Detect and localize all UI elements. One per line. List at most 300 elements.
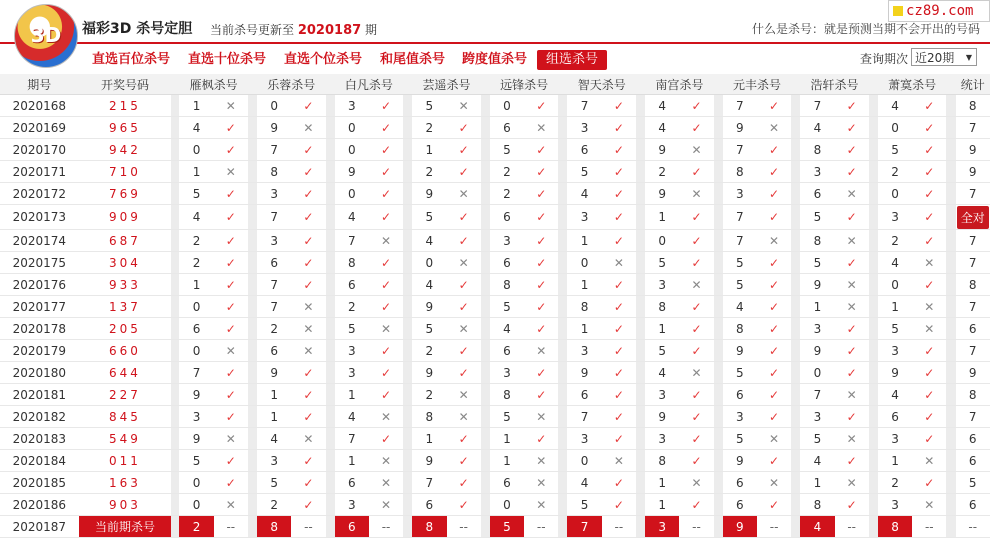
col-gap <box>171 205 179 230</box>
kill-digit-cell: 4 <box>412 230 446 252</box>
draw-number-cell: 965 <box>79 117 172 139</box>
check-icon: ✓ <box>447 230 481 252</box>
col-gap <box>946 516 955 538</box>
cross-icon: ✕ <box>369 230 403 252</box>
col-gap <box>326 406 335 428</box>
col-gap <box>636 384 645 406</box>
col-gap <box>558 139 567 161</box>
nav-bar <box>0 44 990 74</box>
col-gap <box>791 450 800 472</box>
kill-digit-cell: 6 <box>335 472 369 494</box>
col-gap <box>171 230 179 252</box>
kill-digit-cell: 9 <box>412 183 446 205</box>
nav-units-kill[interactable]: 直选个位杀号 <box>284 50 362 70</box>
check-icon: ✓ <box>447 472 481 494</box>
col-gap <box>714 205 723 230</box>
col-gap <box>171 95 179 117</box>
kill-digit-cell: 9 <box>567 362 601 384</box>
kill-digit-cell: 8 <box>412 406 446 428</box>
cross-icon: ✕ <box>912 494 946 516</box>
kill-digit-cell: 4 <box>567 472 601 494</box>
table-row <box>0 384 990 406</box>
col-gap <box>481 95 490 117</box>
draw-number-cell: 011 <box>79 450 172 472</box>
col-gap <box>171 117 179 139</box>
col-gap <box>558 450 567 472</box>
col-gap <box>869 340 878 362</box>
col-gap <box>636 318 645 340</box>
kill-digit-cell: 9 <box>257 362 291 384</box>
col-gap <box>326 161 335 183</box>
kill-digit-cell: 2 <box>179 252 213 274</box>
period-cell: 2020183 <box>0 428 79 450</box>
check-icon: ✓ <box>757 274 791 296</box>
check-icon: ✓ <box>214 384 248 406</box>
col-gap <box>403 428 412 450</box>
check-icon: ✓ <box>912 183 946 205</box>
col-gap <box>403 274 412 296</box>
cross-icon: ✕ <box>369 450 403 472</box>
check-icon: ✓ <box>757 450 791 472</box>
col-gap <box>481 205 490 230</box>
kill-digit-cell: 6 <box>490 205 524 230</box>
check-icon: ✓ <box>602 494 636 516</box>
check-icon: ✓ <box>369 205 403 230</box>
kill-digit-cell: 1 <box>179 95 213 117</box>
col-gap <box>171 362 179 384</box>
nav-tens-kill[interactable]: 直选十位杀号 <box>188 50 266 70</box>
kill-digit-cell: 5 <box>800 205 834 230</box>
col-gap <box>558 95 567 117</box>
kill-digit-cell: 3 <box>645 384 679 406</box>
cross-icon: ✕ <box>291 296 325 318</box>
col-gap <box>714 428 723 450</box>
check-icon: ✓ <box>757 139 791 161</box>
kill-digit-cell: 6 <box>179 318 213 340</box>
kill-digit-cell: 4 <box>335 205 369 230</box>
check-icon: ✓ <box>835 318 869 340</box>
col-header-period: 期号 <box>0 74 79 95</box>
col-gap <box>714 494 723 516</box>
nav-span-kill[interactable]: 跨度值杀号 <box>462 50 527 70</box>
cross-icon: ✕ <box>447 183 481 205</box>
col-gap <box>171 296 179 318</box>
table-head <box>0 74 990 95</box>
check-icon: ✓ <box>524 296 558 318</box>
kill-digit-cell: 0 <box>878 274 912 296</box>
cross-icon: ✕ <box>524 340 558 362</box>
table-row <box>0 296 990 318</box>
check-icon: ✓ <box>679 252 713 274</box>
kill-digit-cell: 0 <box>335 183 369 205</box>
kill-digit-cell: 0 <box>335 117 369 139</box>
cross-icon: ✕ <box>835 472 869 494</box>
col-gap <box>403 161 412 183</box>
col-gap <box>791 318 800 340</box>
cross-icon: ✕ <box>214 494 248 516</box>
kill-digit-cell: 5 <box>567 494 601 516</box>
table-row <box>0 117 990 139</box>
check-icon: ✓ <box>369 340 403 362</box>
update-period: 2020187 <box>298 23 361 38</box>
check-icon: ✓ <box>602 230 636 252</box>
col-gap <box>403 494 412 516</box>
check-icon: ✓ <box>369 183 403 205</box>
col-gap <box>636 74 645 95</box>
col-gap <box>946 183 955 205</box>
col-gap <box>558 161 567 183</box>
header <box>0 0 990 44</box>
col-gap <box>791 274 800 296</box>
check-icon: ✓ <box>291 183 325 205</box>
check-icon: ✓ <box>679 450 713 472</box>
check-icon: ✓ <box>369 95 403 117</box>
check-icon: ✓ <box>602 183 636 205</box>
col-gap <box>791 183 800 205</box>
check-icon: ✓ <box>291 406 325 428</box>
col-gap <box>636 161 645 183</box>
cross-icon: ✕ <box>447 95 481 117</box>
cross-icon: ✕ <box>912 450 946 472</box>
page-title: 福彩3D 杀号定胆 <box>82 18 192 38</box>
kill-digit-cell: 7 <box>723 139 757 161</box>
cross-icon: ✕ <box>291 117 325 139</box>
check-icon: ✓ <box>214 362 248 384</box>
col-header-number: 开奖号码 <box>79 74 172 95</box>
stats-cell: 6 <box>956 318 990 340</box>
check-icon: ✓ <box>524 428 558 450</box>
table-row <box>0 450 990 472</box>
check-icon: ✓ <box>369 362 403 384</box>
period-cell: 2020174 <box>0 230 79 252</box>
col-gap <box>636 95 645 117</box>
kill-digit-cell: 1 <box>645 318 679 340</box>
query-label: 查询期次 <box>860 50 908 67</box>
kill-digit-cell: 7 <box>257 296 291 318</box>
col-gap <box>403 139 412 161</box>
pending-result: -- <box>214 516 248 538</box>
kill-digit-cell: 3 <box>567 117 601 139</box>
kill-digit-cell: 3 <box>335 494 369 516</box>
check-icon: ✓ <box>214 472 248 494</box>
draw-number-cell: 205 <box>79 318 172 340</box>
kill-digit-cell: 3 <box>335 95 369 117</box>
col-gap <box>636 117 645 139</box>
col-gap <box>714 74 723 95</box>
col-gap <box>403 362 412 384</box>
check-icon: ✓ <box>835 252 869 274</box>
check-icon: ✓ <box>447 296 481 318</box>
kill-digit-cell: 3 <box>645 428 679 450</box>
col-gap <box>558 183 567 205</box>
col-gap <box>869 74 878 95</box>
col-header-expert: 浩轩杀号 <box>800 74 869 95</box>
draw-number-cell: 215 <box>79 95 172 117</box>
table-body <box>0 95 990 538</box>
stats-cell: 5 <box>956 472 990 494</box>
check-icon: ✓ <box>214 450 248 472</box>
stats-cell: 7 <box>956 230 990 252</box>
check-icon: ✓ <box>447 494 481 516</box>
kill-digit-cell: 0 <box>179 494 213 516</box>
kill-digit-cell: 7 <box>335 428 369 450</box>
kill-digit-cell: 4 <box>645 117 679 139</box>
kill-digit-cell: 7 <box>257 274 291 296</box>
kill-digit-cell: 2 <box>412 161 446 183</box>
col-gap <box>869 494 878 516</box>
check-icon: ✓ <box>835 205 869 230</box>
kill-digit-cell: 8 <box>723 161 757 183</box>
stats-cell: 7 <box>956 296 990 318</box>
check-icon: ✓ <box>369 161 403 183</box>
check-icon: ✓ <box>602 362 636 384</box>
col-gap <box>481 183 490 205</box>
period-cell: 2020185 <box>0 472 79 494</box>
check-icon: ✓ <box>602 340 636 362</box>
cross-icon: ✕ <box>602 252 636 274</box>
kill-digit-cell: 0 <box>490 95 524 117</box>
kill-digit-cell: 9 <box>412 450 446 472</box>
nav-group-kill[interactable]: 组选杀号 <box>537 50 607 70</box>
col-gap <box>714 362 723 384</box>
kill-digit-cell: 4 <box>179 117 213 139</box>
kill-table <box>0 74 990 538</box>
query-select[interactable] <box>911 48 977 66</box>
kill-digit-cell: 9 <box>179 384 213 406</box>
col-gap <box>171 318 179 340</box>
col-gap <box>946 274 955 296</box>
col-gap <box>714 406 723 428</box>
update-prefix: 当前杀号更新至 <box>210 23 294 37</box>
kill-digit-cell: 6 <box>335 274 369 296</box>
cross-icon: ✕ <box>369 494 403 516</box>
table-row <box>0 205 990 230</box>
kill-digit-cell: 2 <box>878 472 912 494</box>
stats-cell: 8 <box>956 95 990 117</box>
check-icon: ✓ <box>757 252 791 274</box>
col-gap <box>326 274 335 296</box>
col-gap <box>248 318 257 340</box>
draw-number-cell: 687 <box>79 230 172 252</box>
kill-digit-cell: 2 <box>490 161 524 183</box>
check-icon: ✓ <box>679 161 713 183</box>
kill-digit-cell: 3 <box>567 340 601 362</box>
cross-icon: ✕ <box>369 472 403 494</box>
check-icon: ✓ <box>291 139 325 161</box>
kill-digit-cell: 5 <box>800 428 834 450</box>
col-gap <box>171 161 179 183</box>
col-gap <box>791 205 800 230</box>
kill-digit-cell: 3 <box>800 318 834 340</box>
check-icon: ✓ <box>679 296 713 318</box>
pending-result: -- <box>369 516 403 538</box>
check-icon: ✓ <box>214 183 248 205</box>
col-gap <box>636 472 645 494</box>
kill-digit-cell: 3 <box>335 340 369 362</box>
kill-digit-cell: 6 <box>800 183 834 205</box>
kill-digit-cell: 6 <box>723 384 757 406</box>
col-gap <box>869 95 878 117</box>
check-icon: ✓ <box>524 95 558 117</box>
kill-digit-cell: 3 <box>567 205 601 230</box>
kill-digit-cell: 1 <box>645 494 679 516</box>
check-icon: ✓ <box>447 340 481 362</box>
table-row <box>0 183 990 205</box>
kill-digit-cell: 3 <box>179 406 213 428</box>
kill-digit-cell: 0 <box>645 230 679 252</box>
check-icon: ✓ <box>214 406 248 428</box>
pending-result: -- <box>679 516 713 538</box>
col-gap <box>791 139 800 161</box>
col-gap <box>714 318 723 340</box>
col-gap <box>481 406 490 428</box>
check-icon: ✓ <box>524 274 558 296</box>
kill-digit-cell: 5 <box>490 296 524 318</box>
col-gap <box>248 340 257 362</box>
col-header-expert: 芸遥杀号 <box>412 74 481 95</box>
col-gap <box>869 183 878 205</box>
kill-digit-cell: 5 <box>412 318 446 340</box>
pending-result: -- <box>757 516 791 538</box>
col-gap <box>558 494 567 516</box>
period-cell: 2020184 <box>0 450 79 472</box>
col-gap <box>326 516 335 538</box>
check-icon: ✓ <box>447 117 481 139</box>
col-gap <box>791 74 800 95</box>
kill-digit-cell: 7 <box>412 472 446 494</box>
kill-digit-cell: 3 <box>723 183 757 205</box>
cross-icon: ✕ <box>912 252 946 274</box>
nav-sum-tail-kill[interactable]: 和尾值杀号 <box>380 50 445 70</box>
col-gap <box>946 252 955 274</box>
pending-result: -- <box>912 516 946 538</box>
kill-digit-cell: 9 <box>412 362 446 384</box>
kill-digit-cell: 5 <box>490 406 524 428</box>
col-gap <box>946 318 955 340</box>
period-cell: 2020168 <box>0 95 79 117</box>
col-gap <box>791 296 800 318</box>
dropdown-arrow-icon: ▼ <box>966 49 972 67</box>
col-gap <box>403 472 412 494</box>
table-row <box>0 252 990 274</box>
col-gap <box>248 161 257 183</box>
col-gap <box>481 117 490 139</box>
pending-result: -- <box>602 516 636 538</box>
col-gap <box>791 230 800 252</box>
col-gap <box>714 516 723 538</box>
kill-digit-cell: 6 <box>490 252 524 274</box>
check-icon: ✓ <box>835 494 869 516</box>
check-icon: ✓ <box>291 274 325 296</box>
col-gap <box>558 472 567 494</box>
period-cell: 2020181 <box>0 384 79 406</box>
check-icon: ✓ <box>912 472 946 494</box>
col-gap <box>791 428 800 450</box>
check-icon: ✓ <box>679 428 713 450</box>
kill-digit-cell: 2 <box>412 117 446 139</box>
col-gap <box>869 450 878 472</box>
stats-cell: 7 <box>956 183 990 205</box>
kill-digit-cell: 5 <box>335 318 369 340</box>
kill-digit-cell: 8 <box>490 384 524 406</box>
brand-watermark <box>888 0 990 22</box>
period-cell: 2020171 <box>0 161 79 183</box>
check-icon: ✓ <box>835 117 869 139</box>
check-icon: ✓ <box>524 139 558 161</box>
kill-digit-cell: 5 <box>567 161 601 183</box>
col-gap <box>946 117 955 139</box>
kill-digit-cell: 3 <box>800 161 834 183</box>
check-icon: ✓ <box>524 161 558 183</box>
kill-digit-cell: 9 <box>723 117 757 139</box>
kill-digit-cell: 9 <box>257 117 291 139</box>
pending-result: -- <box>835 516 869 538</box>
col-gap <box>481 494 490 516</box>
stats-cell: 9 <box>956 161 990 183</box>
kill-digit-cell: 3 <box>645 274 679 296</box>
col-gap <box>636 340 645 362</box>
col-gap <box>171 384 179 406</box>
check-icon: ✓ <box>757 494 791 516</box>
kill-digit-cell: 1 <box>645 205 679 230</box>
kill-digit-cell: 6 <box>490 472 524 494</box>
col-gap <box>326 428 335 450</box>
table-row <box>0 230 990 252</box>
check-icon: ✓ <box>524 252 558 274</box>
col-gap <box>248 230 257 252</box>
nav-hundreds-kill[interactable]: 直选百位杀号 <box>92 50 170 70</box>
current-kill-digit: 6 <box>335 516 369 538</box>
cross-icon: ✕ <box>524 472 558 494</box>
check-icon: ✓ <box>757 205 791 230</box>
col-gap <box>326 139 335 161</box>
check-icon: ✓ <box>912 230 946 252</box>
cross-icon: ✕ <box>835 428 869 450</box>
kill-digit-cell: 0 <box>412 252 446 274</box>
kill-digit-cell: 4 <box>878 95 912 117</box>
col-gap <box>869 318 878 340</box>
kill-digit-cell: 9 <box>800 340 834 362</box>
kill-digit-cell: 0 <box>800 362 834 384</box>
check-icon: ✓ <box>602 139 636 161</box>
kill-digit-cell: 2 <box>257 318 291 340</box>
cross-icon: ✕ <box>447 384 481 406</box>
col-gap <box>171 74 179 95</box>
kill-digit-cell: 8 <box>257 161 291 183</box>
col-gap <box>326 117 335 139</box>
col-gap <box>636 230 645 252</box>
cross-icon: ✕ <box>757 117 791 139</box>
stats-cell: 8 <box>956 274 990 296</box>
check-icon: ✓ <box>291 494 325 516</box>
col-gap <box>636 205 645 230</box>
kill-digit-cell: 4 <box>567 183 601 205</box>
col-gap <box>636 494 645 516</box>
col-gap <box>481 274 490 296</box>
check-icon: ✓ <box>602 406 636 428</box>
cross-icon: ✕ <box>447 252 481 274</box>
check-icon: ✓ <box>602 296 636 318</box>
check-icon: ✓ <box>291 95 325 117</box>
col-gap <box>171 472 179 494</box>
table-row <box>0 494 990 516</box>
col-gap <box>558 318 567 340</box>
cross-icon: ✕ <box>835 296 869 318</box>
check-icon: ✓ <box>835 95 869 117</box>
check-icon: ✓ <box>757 340 791 362</box>
kill-digit-cell: 4 <box>412 274 446 296</box>
col-gap <box>403 318 412 340</box>
